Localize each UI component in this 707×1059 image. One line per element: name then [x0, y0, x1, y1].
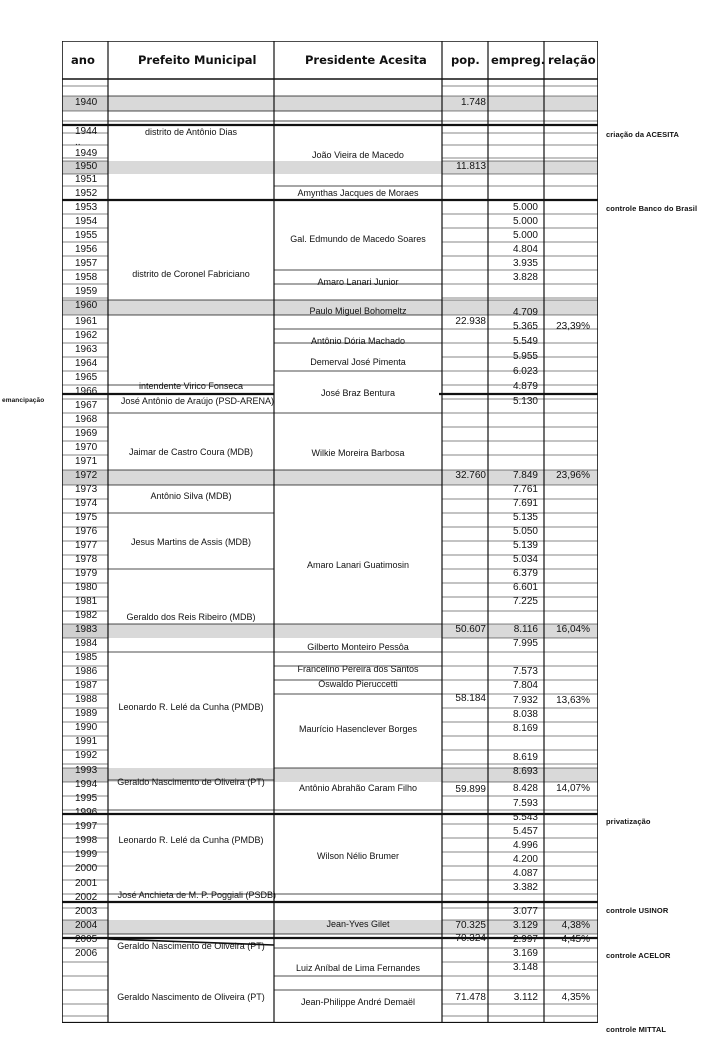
year-cell: 1954 — [75, 216, 98, 227]
year-cell: 1956 — [75, 244, 98, 255]
shaded-row-mid — [108, 96, 442, 111]
employees-cell: 6.601 — [512, 582, 538, 593]
year-cell: 1955 — [75, 230, 98, 241]
employees-cell: 8.428 — [512, 783, 538, 794]
year-cell: 1950 — [75, 161, 98, 172]
year-cell: 1977 — [75, 540, 98, 551]
year-cell: 1995 — [75, 793, 98, 804]
mayor-cell: Geraldo Nascimento de Oliveira (PT) — [117, 941, 265, 951]
year-cell: 1990 — [75, 722, 98, 733]
year-cell: 2000 — [75, 863, 98, 874]
mayor-cell: Leonardo R. Lelé da Cunha (PMDB) — [118, 835, 264, 845]
year-cell: 1962 — [75, 330, 98, 341]
mayor-cell: Geraldo dos Reis Ribeiro (MDB) — [126, 612, 256, 622]
mayor-cell: Leonardo R. Lelé da Cunha (PMDB) — [118, 702, 264, 712]
year-cell: 1997 — [75, 821, 98, 832]
year-cell: 1944 — [75, 126, 98, 137]
year-cell: 1970 — [75, 442, 98, 453]
employees-cell: 5.139 — [512, 540, 538, 551]
population-cell: 1.748 — [460, 97, 486, 108]
employees-cell: 4.087 — [512, 868, 538, 879]
president-cell: Amaro Lanari Junior — [317, 277, 399, 287]
population-cell: 32.760 — [455, 470, 486, 481]
year-cell: 2004 — [75, 920, 98, 931]
header-rel: relação — [548, 53, 596, 67]
employees-cell: 5.955 — [512, 351, 538, 362]
employees-cell: 5.130 — [512, 396, 538, 407]
president-cell: Maurício Hasenclever Borges — [298, 724, 418, 734]
employees-cell: 5.000 — [512, 216, 538, 227]
employees-cell: 3.077 — [512, 906, 538, 917]
ratio-cell: 4,45% — [561, 934, 590, 945]
employees-cell: 8.693 — [512, 766, 538, 777]
header-pop: pop. — [451, 53, 480, 67]
year-cell: 1986 — [75, 666, 98, 677]
employees-cell: 3.112 — [513, 992, 538, 1003]
employees-cell: 5.457 — [512, 826, 538, 837]
annotation: controle Banco do Brasil — [606, 204, 698, 213]
year-cell: 2001 — [75, 878, 98, 889]
president-cell: Oswaldo Pieruccetti — [318, 679, 398, 689]
year-cell: 1974 — [75, 498, 98, 509]
employees-cell: 4.879 — [512, 381, 538, 392]
president-cell: Gilberto Monteiro Pessôa — [307, 642, 409, 652]
ratio-cell: 4,35% — [561, 992, 590, 1003]
shaded-row-mid — [108, 624, 442, 638]
president-cell: Jean-Yves Gilet — [326, 919, 390, 929]
population-cell: 50.607 — [455, 624, 486, 635]
president-cell: Wilson Nélio Brumer — [316, 851, 400, 861]
employees-cell: 5.543 — [512, 812, 538, 823]
year-cell: 1964 — [75, 358, 98, 369]
year-cell: 1985 — [75, 652, 98, 663]
annotation: emancipação — [2, 397, 45, 404]
president-cell: Antônio Dória Machado — [310, 336, 406, 346]
year-cell: 1994 — [75, 779, 98, 790]
president-cell: Paulo Miguel Bohomeltz — [309, 306, 407, 316]
ratio-cell: 16,04% — [556, 624, 590, 635]
mayor-cell: Geraldo Nascimento de Oliveira (PT) — [117, 777, 265, 787]
year-cell: 1980 — [75, 582, 98, 593]
header-mayor: Prefeito Municipal — [138, 53, 257, 67]
year-cell: 2003 — [75, 906, 98, 917]
population-cell: 70.325 — [455, 920, 486, 931]
annotation: controle ACELOR — [606, 951, 671, 960]
employees-cell: 3.382 — [512, 882, 538, 893]
employees-cell: 8.169 — [512, 723, 538, 734]
president-cell: Demerval José Pimenta — [310, 357, 406, 367]
year-cell: 1998 — [75, 835, 98, 846]
annotation: criação da ACESITA — [606, 130, 680, 139]
year-cell: 1967 — [75, 400, 98, 411]
employees-cell: 3.129 — [512, 920, 538, 931]
ratio-cell: 23,96% — [556, 470, 590, 481]
employees-cell: 6.379 — [512, 568, 538, 579]
president-cell: Amynthas Jacques de Moraes — [297, 188, 419, 198]
year-cell: 1991 — [75, 736, 98, 747]
year-cell: 1961 — [75, 316, 98, 327]
employees-cell: 8.619 — [512, 752, 538, 763]
president-cell: Amaro Lanari Guatimosin — [306, 560, 410, 570]
president-cell: Francelino Pereira dos Santos — [297, 664, 419, 674]
employees-cell: 8.116 — [513, 624, 538, 635]
employees-cell: 4.200 — [512, 854, 538, 865]
year-cell: 1996 — [75, 807, 98, 818]
president-cell: José Braz Bentura — [320, 388, 396, 398]
employees-cell: 7.691 — [512, 498, 538, 509]
year-cell: 1949 — [75, 148, 98, 159]
mayor-cell: Geraldo Nascimento de Oliveira (PT) — [117, 992, 265, 1002]
ratio-cell: 14,07% — [556, 783, 590, 794]
employees-cell: 5.000 — [512, 230, 538, 241]
year-cell: 1951 — [75, 174, 98, 185]
year-cell: 1965 — [75, 372, 98, 383]
year-cell: 1963 — [75, 344, 98, 355]
year-cell: 2006 — [75, 948, 98, 959]
population-cell: 70.324 — [455, 933, 486, 944]
employees-cell: 4.709 — [512, 307, 538, 318]
shaded-row-mid — [108, 161, 442, 174]
year-cell: 1988 — [75, 694, 98, 705]
year-cell: 1959 — [75, 286, 98, 297]
mayor-cell: Antônio Silva (MDB) — [150, 491, 232, 501]
year-cell: 2005 — [75, 934, 98, 945]
year-cell: 1957 — [75, 258, 98, 269]
president-cell: Wilkie Moreira Barbosa — [311, 448, 405, 458]
year-cell: 1966 — [75, 386, 98, 397]
annotation: controle USINOR — [606, 906, 669, 915]
acesita-history-table — [62, 41, 598, 1023]
president-cell: Antônio Abrahão Caram Filho — [298, 783, 418, 793]
employees-cell: 5.000 — [512, 202, 538, 213]
year-cell: 1969 — [75, 428, 98, 439]
president-cell: Luiz Aníbal de Lima Fernandes — [295, 963, 421, 973]
population-cell: 58.184 — [455, 693, 486, 704]
year-cell: 1979 — [75, 568, 98, 579]
year-cell: 2002 — [75, 892, 98, 903]
year-cell: 1976 — [75, 526, 98, 537]
employees-cell: 4.804 — [512, 244, 538, 255]
employees-cell: 5.549 — [512, 336, 538, 347]
employees-cell: 6.023 — [512, 366, 538, 377]
mayor-cell: distrito de Coronel Fabriciano — [132, 269, 250, 279]
employees-cell: 3.169 — [512, 948, 538, 959]
year-cell: 1992 — [75, 750, 98, 761]
mayor-cell: Jaimar de Castro Coura (MDB) — [128, 447, 254, 457]
employees-cell: 7.761 — [512, 484, 538, 495]
header-year: ano — [71, 53, 95, 67]
president-cell: João Vieira de Macedo — [312, 150, 404, 160]
president-cell: Gal. Edmundo de Macedo Soares — [290, 234, 426, 244]
employees-cell: 3.148 — [512, 962, 538, 973]
year-cell: 1972 — [75, 470, 98, 481]
year-cell: 1984 — [75, 638, 98, 649]
employees-cell: 5.050 — [512, 526, 538, 537]
ratio-cell: 4,38% — [561, 920, 590, 931]
employees-cell: 5.034 — [512, 554, 538, 565]
population-cell: 59.899 — [455, 784, 486, 795]
ratio-cell: 23,39% — [556, 321, 590, 332]
year-cell: 1953 — [75, 202, 98, 213]
header-president: Presidente Acesita — [305, 53, 427, 67]
header-emp: empreg. — [491, 53, 546, 67]
year-cell: 1971 — [75, 456, 98, 467]
employees-cell: 7.225 — [512, 596, 538, 607]
ratio-cell: 13,63% — [556, 695, 590, 706]
year-cell: 1982 — [75, 610, 98, 621]
annotation: controle MITTAL — [606, 1025, 667, 1034]
year-cell: 1940 — [75, 97, 98, 108]
mayor-cell: distrito de Antônio Dias — [144, 127, 238, 137]
population-cell: 71.478 — [455, 992, 486, 1003]
year-cell: 1968 — [75, 414, 98, 425]
year-cell: 1960 — [75, 300, 98, 311]
year-cell: 1983 — [75, 624, 98, 635]
employees-cell: 7.932 — [512, 695, 538, 706]
year-cell: 1978 — [75, 554, 98, 565]
employees-cell: 2.997 — [512, 934, 538, 945]
year-cell: 1975 — [75, 512, 98, 523]
year-cell: 1981 — [75, 596, 98, 607]
employees-cell: 8.038 — [512, 709, 538, 720]
year-cell: .. — [75, 137, 81, 148]
year-cell: 1952 — [75, 188, 98, 199]
year-cell: 1973 — [75, 484, 98, 495]
mayor-cell: Jesus Martins de Assis (MDB) — [130, 537, 252, 547]
employees-cell: 7.593 — [512, 798, 538, 809]
year-cell: 1989 — [75, 708, 98, 719]
year-cell: 1958 — [75, 272, 98, 283]
mayor-cell: intendente Virico Fonseca — [139, 381, 243, 391]
employees-cell: 5.365 — [512, 321, 538, 332]
year-cell: 1987 — [75, 680, 98, 691]
mayor-cell: José Anchieta de M. P. Poggiali (PSDB) — [117, 890, 276, 900]
employees-cell: 5.135 — [512, 512, 538, 523]
employees-cell: 7.573 — [512, 666, 538, 677]
employees-cell: 4.996 — [512, 840, 538, 851]
year-cell: 1993 — [75, 765, 98, 776]
employees-cell: 3.828 — [512, 272, 538, 283]
year-cell: 1999 — [75, 849, 98, 860]
annotation: privatização — [606, 817, 651, 826]
president-cell: Jean-Philippe André Demaël — [300, 997, 416, 1007]
population-cell: 22.938 — [455, 316, 486, 327]
employees-cell: 7.804 — [512, 680, 538, 691]
mayor-cell: José Antônio de Araújo (PSD-ARENA) — [120, 396, 274, 406]
employees-cell: 3.935 — [512, 258, 538, 269]
population-cell: 11.813 — [456, 161, 486, 172]
employees-cell: 7.849 — [512, 470, 538, 481]
employees-cell: 7.995 — [512, 638, 538, 649]
shaded-row-mid — [108, 470, 442, 485]
